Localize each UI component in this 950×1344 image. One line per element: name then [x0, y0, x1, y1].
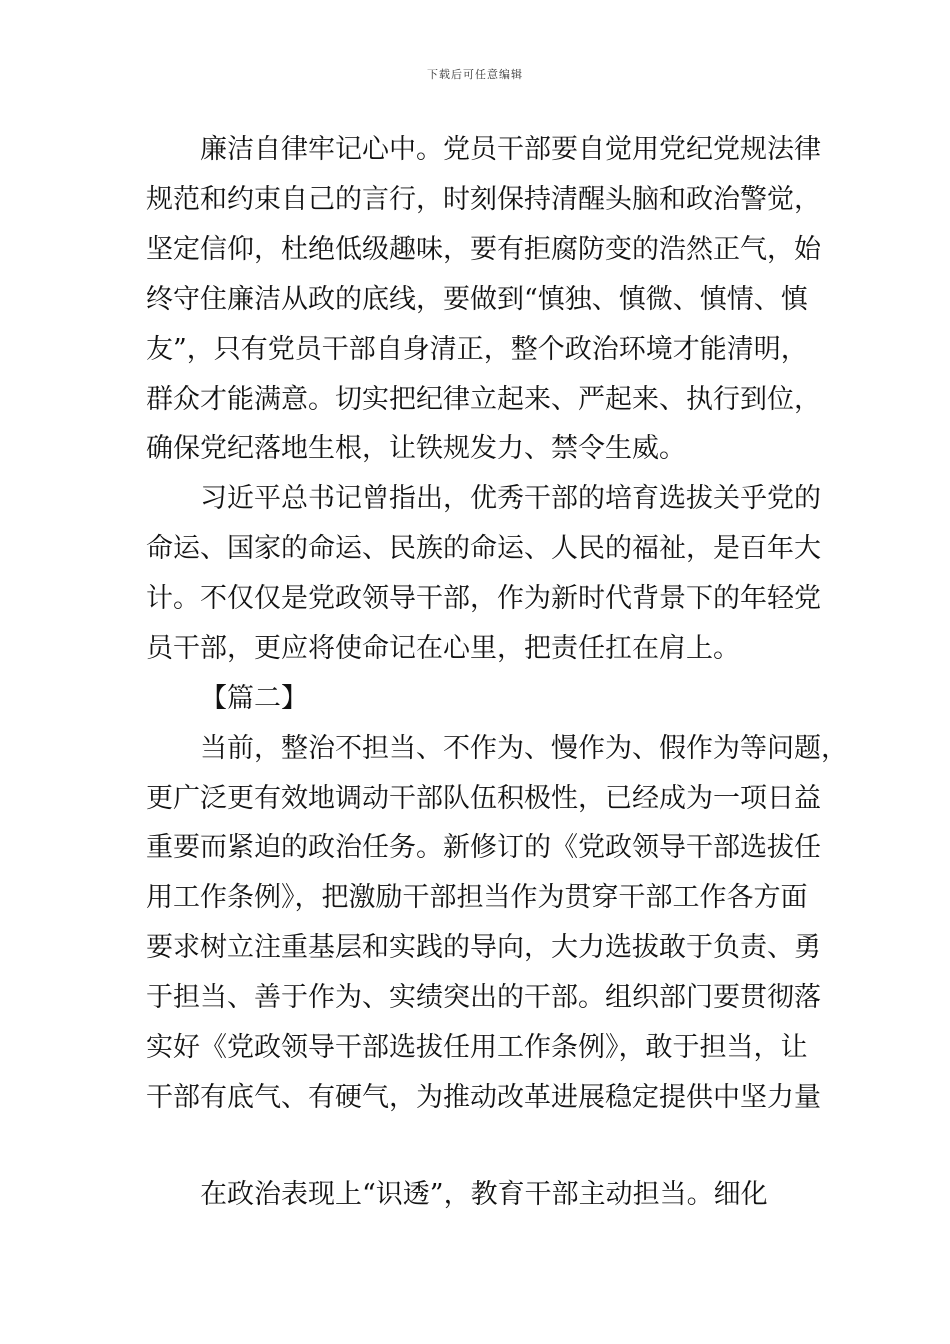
paragraph-line: 习近平总书记曾指出，优秀干部的培育选拔关乎党的 [200, 483, 821, 514]
paragraph-line: 在政治表现上“识透”，教育干部主动担当。细化 [200, 1179, 768, 1210]
page-header: 下载后可任意编辑 [427, 68, 523, 81]
paragraph-line: 规范和约束自己的言行，时刻保持清醒头脑和政治警觉， [146, 184, 821, 215]
paragraph-line: 当前，整治不担当、不作为、慢作为、假作为等问题， [200, 733, 848, 764]
section-heading: 【篇二】 [200, 683, 308, 714]
paragraph-line: 实好《党政领导干部选拔任用工作条例》，敢于担当，让 [146, 1032, 808, 1063]
paragraph-line: 计。不仅仅是党政领导干部，作为新时代背景下的年轻党 [146, 583, 821, 614]
paragraph-line: 友”，只有党员干部自身清正，整个政治环境才能清明， [146, 334, 808, 365]
paragraph-line: 用工作条例》，把激励干部担当作为贯穿干部工作各方面 [146, 882, 808, 913]
paragraph-line: 员干部，更应将使命记在心里，把责任扛在肩上。 [146, 633, 740, 664]
paragraph-line: 于担当、善于作为、实绩突出的干部。组织部门要贯彻落 [146, 982, 821, 1013]
paragraph-line: 要求树立注重基层和实践的导向，大力选拔敢于负责、勇 [146, 932, 821, 963]
paragraph-line: 确保党纪落地生根，让铁规发力、禁令生威。 [146, 433, 686, 464]
paragraph-line: 更广泛更有效地调动干部队伍积极性，已经成为一项日益 [146, 783, 821, 814]
paragraph-line: 命运、国家的命运、民族的命运、人民的福祉，是百年大 [146, 533, 821, 564]
paragraph-line: 干部有底气、有硬气，为推动改革进展稳定提供中坚力量 [146, 1082, 821, 1113]
paragraph-line: 终守住廉洁从政的底线，要做到“慎独、慎微、慎情、慎 [146, 284, 808, 315]
paragraph-line: 坚定信仰，杜绝低级趣味，要有拒腐防变的浩然正气，始 [146, 234, 821, 265]
paragraph-line: 廉洁自律牢记心中。党员干部要自觉用党纪党规法律 [200, 134, 821, 165]
paragraph-line: 群众才能满意。切实把纪律立起来、严起来、执行到位， [146, 384, 821, 415]
paragraph-line: 重要而紧迫的政治任务。新修订的《党政领导干部选拔任 [146, 832, 821, 863]
